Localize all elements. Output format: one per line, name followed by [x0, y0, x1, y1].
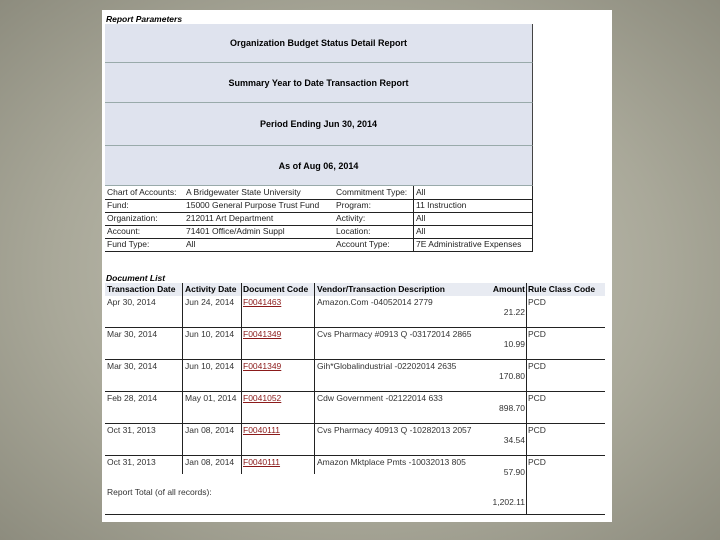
param-value: All: [416, 187, 426, 197]
col-description: Vendor/Transaction Description: [317, 284, 446, 294]
rule-class-code: PCD: [528, 329, 546, 339]
amount: 21.22: [503, 307, 525, 317]
title-text: Organization Budget Status Detail Report: [229, 38, 407, 48]
param-label: Location:: [336, 226, 371, 236]
rule-class-code: PCD: [528, 457, 546, 467]
transaction-date: Oct 31, 2013: [107, 457, 156, 467]
col-transaction-date: Transaction Date: [107, 284, 176, 294]
param-label: Chart of Accounts:: [107, 187, 177, 197]
col-amount: Amount: [492, 284, 525, 294]
transaction-date: Mar 30, 2014: [107, 361, 158, 371]
report-subtitle: [105, 63, 533, 103]
transaction-date: Feb 28, 2014: [107, 393, 158, 403]
param-value: All: [416, 213, 426, 223]
param-value: 11 Instruction: [416, 200, 467, 210]
col-rule-class: Rule Class Code: [528, 284, 596, 294]
document-code-link[interactable]: F0041463: [243, 297, 282, 307]
description: Cvs Pharmacy #0913 Q -03172014 2865: [317, 329, 472, 339]
param-label: Program:: [336, 200, 371, 210]
rule-class-code: PCD: [528, 393, 546, 403]
transaction-date: Oct 31, 2013: [107, 425, 156, 435]
activity-date: Jun 10, 2014: [185, 329, 235, 339]
period-ending: [105, 103, 533, 146]
param-label: Organization:: [107, 213, 158, 223]
param-value: 15000 General Purpose Trust Fund: [186, 200, 320, 210]
col-document-code: Document Code: [243, 284, 309, 294]
amount: 57.90: [503, 467, 525, 477]
document-list-label: Document List: [106, 273, 166, 283]
param-label: Account Type:: [336, 239, 390, 249]
description: Amazon.Com -04052014 2779: [317, 297, 433, 307]
amount: 10.99: [503, 339, 525, 349]
report-title: [105, 24, 533, 63]
activity-date: Jun 24, 2014: [185, 297, 235, 307]
param-label: Fund:: [107, 200, 129, 210]
param-label: Commitment Type:: [336, 187, 408, 197]
transaction-date: Apr 30, 2014: [107, 297, 156, 307]
activity-date: May 01, 2014: [185, 393, 237, 403]
report-total-label: Report Total (of all records):: [107, 487, 212, 497]
transaction-date: Mar 30, 2014: [107, 329, 158, 339]
description: Gih*Globalindustrial -02202014 2635: [317, 361, 457, 371]
document-code-link[interactable]: F0040111: [243, 425, 281, 435]
rule-class-code: PCD: [528, 361, 546, 371]
param-label: Account:: [107, 226, 141, 236]
rule-class-code: PCD: [528, 425, 546, 435]
col-activity-date: Activity Date: [185, 284, 237, 294]
rule-class-code: PCD: [528, 297, 546, 307]
description: Cdw Government -02122014 633: [317, 393, 443, 403]
document-code-link[interactable]: F0041052: [243, 393, 282, 403]
param-label: Activity:: [336, 213, 366, 223]
report-page: [102, 10, 612, 522]
param-value: 7E Administrative Expenses: [416, 239, 522, 249]
activity-date: Jun 10, 2014: [185, 361, 235, 371]
param-label: Fund Type:: [107, 239, 150, 249]
param-value: All: [186, 239, 196, 249]
param-value: 71401 Office/Admin Suppl: [186, 226, 285, 236]
amount: 34.54: [503, 435, 525, 445]
as-of-date: [105, 146, 533, 186]
description: Cvs Pharmacy 40913 Q -10282013 2057: [317, 425, 472, 435]
amount: 170.80: [499, 371, 525, 381]
amount: 898.70: [499, 403, 525, 413]
document-code-link[interactable]: F0040111: [243, 457, 281, 467]
description: Amazon Mktplace Pmts -10032013 805: [317, 457, 466, 467]
as-of-text: As of Aug 06, 2014: [278, 160, 359, 171]
param-value: 212011 Art Department: [186, 213, 274, 223]
document-code-link[interactable]: F0041349: [243, 361, 282, 371]
period-text: Period Ending Jun 30, 2014: [259, 119, 378, 129]
param-value: A Bridgewater State University: [186, 187, 301, 197]
report-parameters-label: Report Parameters: [106, 14, 183, 24]
subtitle-text: Summary Year to Date Transaction Report: [228, 77, 409, 88]
activity-date: Jan 08, 2014: [185, 457, 235, 467]
report-total-amount: 1,202.11: [492, 497, 525, 507]
activity-date: Jan 08, 2014: [185, 425, 235, 435]
document-code-link[interactable]: F0041349: [243, 329, 282, 339]
param-value: All: [416, 226, 426, 236]
